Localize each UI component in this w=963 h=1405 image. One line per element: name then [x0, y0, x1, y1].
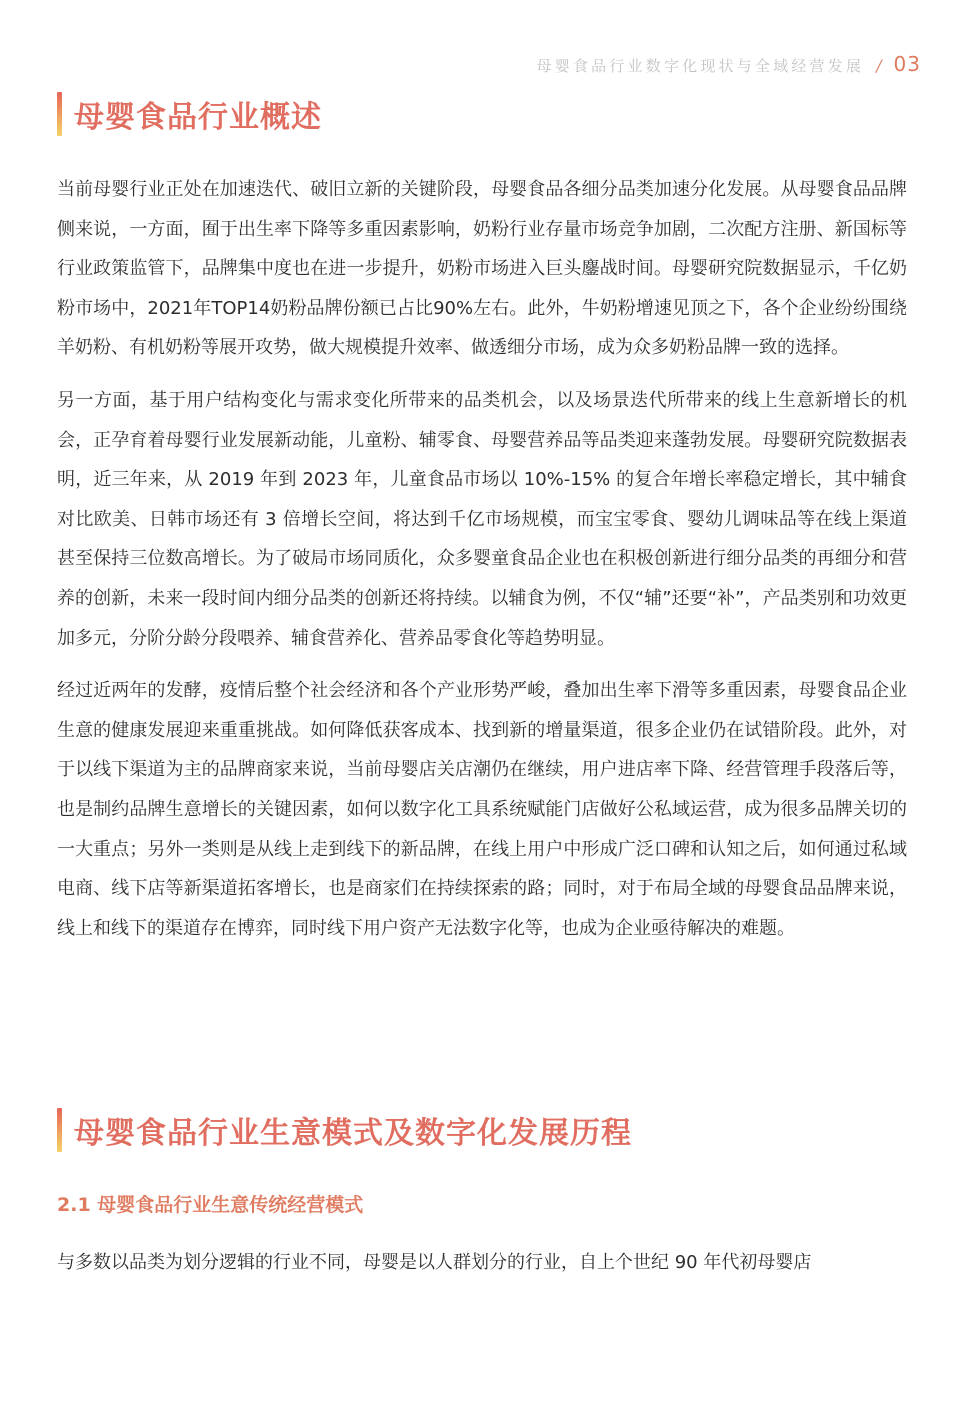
- section-title: 母婴食品行业生意模式及数字化发展历程: [74, 1116, 632, 1151]
- section-business-model-body: [57, 1243, 907, 1296]
- heading-accent-bar: [57, 92, 62, 136]
- section-heading-business-model: [57, 1108, 632, 1152]
- page-header: [537, 52, 921, 76]
- subsection-title: 2.1 母婴食品行业生意传统经营模式: [57, 1194, 364, 1216]
- page-number: 03: [893, 52, 921, 76]
- section-title: 母婴食品行业概述: [74, 100, 322, 135]
- heading-accent-bar: [57, 1108, 62, 1152]
- paragraph: 当前母婴行业正处在加速迭代、破旧立新的关键阶段，母婴食品各细分品类加速分化发展。从母婴食品品牌侧来说，一方面，囿于出生率下降等多重因素影响，奶粉行业存量市场竞争加剧，二次配方注册、新国标等行业政策监管下，品牌集中度也在进一步提升，奶粉市场进入巨头鏖战时间。母婴研究院数据显示，千亿奶粉市场中，2021年TOP14奶粉品牌份额已占比90%左右。此外，牛奶粉增速见顶之下，各个企业纷纷围绕羊奶粉、有机奶粉等展开攻势，做大规模提升效率、做透细分市场，成为众多奶粉品牌一致的选择。: [57, 179, 907, 359]
- header-title: 母婴食品行业数字化现状与全域经营发展: [536, 57, 865, 75]
- section-heading-overview: [57, 92, 322, 136]
- header-divider: /: [876, 56, 882, 75]
- section-overview-body: [57, 170, 907, 961]
- paragraph: 另一方面，基于用户结构变化与需求变化所带来的品类机会，以及场景迭代所带来的线上生意新增长的机会，正孕育着母婴行业发展新动能，儿童粉、辅零食、母婴营养品等品类迎来蓬勃发展。母婴研究院数据表明，近三年来，从 2019 年到 2023 年，儿童食品市场以 10%-15% 的复合年增长率稳定增长，其中辅食对比欧美、日韩市场还有 3 倍增长空间，将达到千亿市场规模，而宝宝零食、婴幼儿调味品等在线上渠道甚至保持三位数高增长。为了破局市场同质化，众多婴童食品企业也在积极创新进行细分品类的再细分和营养的创新，未来一段时间内细分品类的创新还将持续。以辅食为例，不仅“辅”还要“补”，产品类别和功效更加多元，分阶分龄分段喂养、辅食营养化、营养品零食化等趋势明显。: [57, 389, 907, 649]
- paragraph: 与多数以品类为划分逻辑的行业不同，母婴是以人群划分的行业，自上个世纪 90 年代初母婴店: [57, 1252, 812, 1273]
- paragraph: 经过近两年的发酵，疫情后整个社会经济和各个产业形势严峻，叠加出生率下滑等多重因素，母婴食品企业生意的健康发展迎来重重挑战。如何降低获客成本、找到新的增量渠道，很多企业仍在试错阶段。此外，对于以线下渠道为主的品牌商家来说，当前母婴店关店潮仍在继续，用户进店率下降、经营管理手段落后等，也是制约品牌生意增长的关键因素，如何以数字化工具系统赋能门店做好公私域运营，成为很多品牌关切的一大重点；另外一类则是从线上走到线下的新品牌，在线上用户中形成广泛口碑和认知之后，如何通过私域电商、线下店等新渠道拓客增长，也是商家们在持续探索的路；同时，对于布局全域的母婴食品品牌来说，线上和线下的渠道存在博弈，同时线下用户资产无法数字化等，也成为企业亟待解决的难题。: [57, 680, 907, 939]
